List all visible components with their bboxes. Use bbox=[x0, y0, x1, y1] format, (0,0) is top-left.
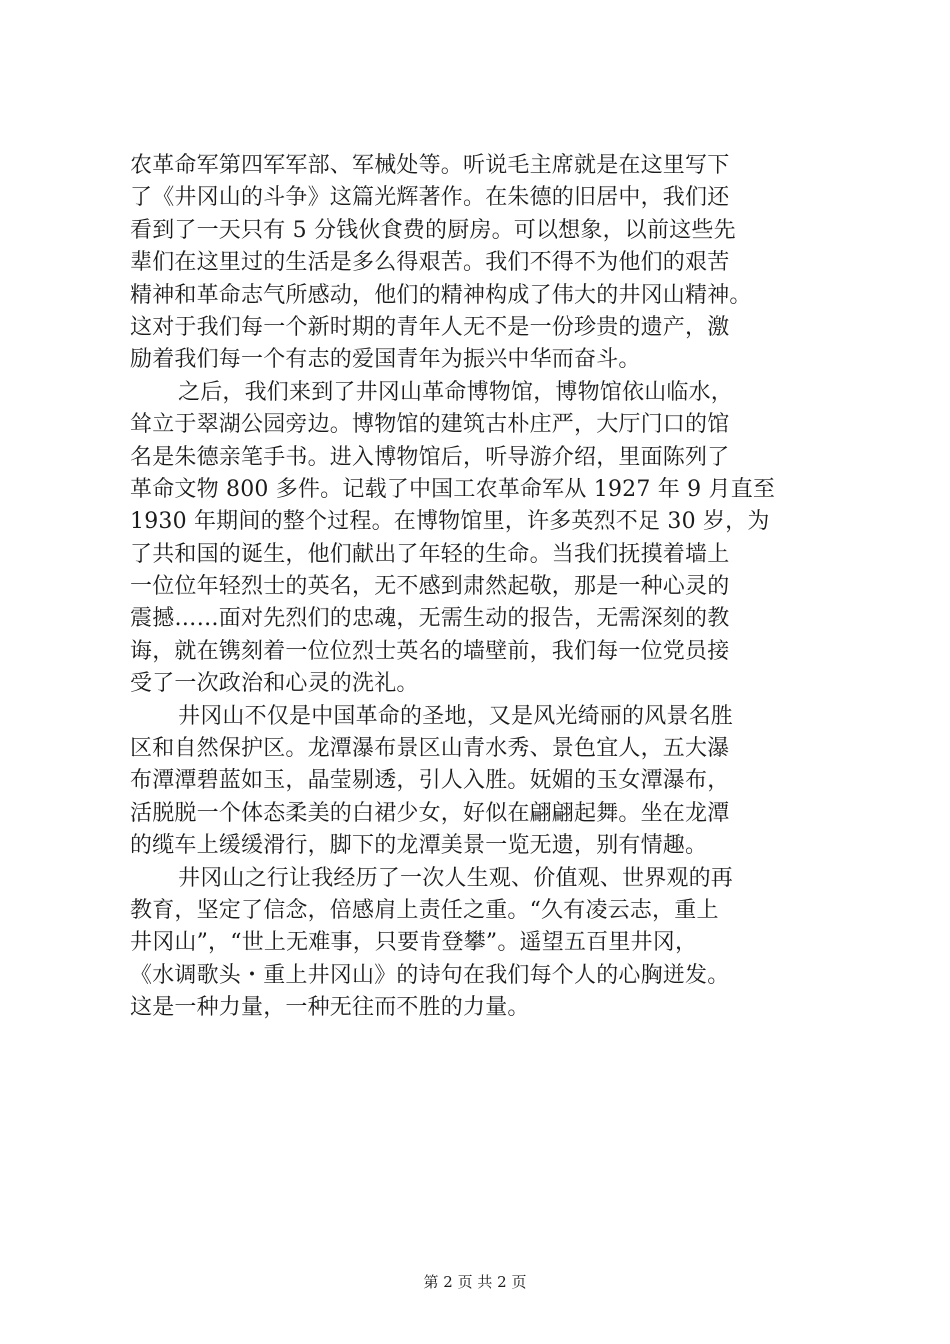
document-body bbox=[130, 150, 860, 1025]
text-line: 看到了一天只有 5 分钱伙食费的厨房。可以想象，以前这些先 bbox=[130, 217, 736, 243]
text-line: 震撼……面对先烈们的忠魂，无需生动的报告，无需深刻的教 bbox=[130, 606, 730, 632]
text-line: 农革命军第四军军部、军械处等。听说毛主席就是在这里写下 bbox=[130, 153, 730, 178]
text-line: 辈们在这里过的生活是多么得艰苦。我们不得不为他们的艰苦 bbox=[130, 250, 730, 276]
text-line: 这对于我们每一个新时期的青年人无不是一份珍贵的遗产，激 bbox=[130, 314, 730, 340]
text-line: 活脱脱一个体态柔美的白裙少女，好似在翩翩起舞。坐在龙潭 bbox=[130, 800, 730, 826]
text-line: 了《井冈山的斗争》这篇光辉著作。在朱德的旧居中，我们还 bbox=[130, 185, 730, 211]
text-line: 布潭潭碧蓝如玉，晶莹剔透，引人入胜。妩媚的玉女潭瀑布， bbox=[130, 768, 730, 794]
text-line: 耸立于翠湖公园旁边。博物馆的建筑古朴庄严，大厅门口的馆 bbox=[130, 412, 730, 438]
text-line: 一位位年轻烈士的英名，无不感到肃然起敬，那是一种心灵的 bbox=[130, 574, 730, 600]
text-line: 受了一次政治和心灵的洗礼。 bbox=[130, 671, 419, 697]
text-line: 1930 年期间的整个过程。在博物馆里，许多英烈不足 30 岁，为 bbox=[130, 509, 770, 535]
text-line: 这是一种力量，一种无往而不胜的力量。 bbox=[130, 995, 530, 1021]
text-line: 了共和国的诞生，他们献出了年轻的生命。当我们抚摸着墙上 bbox=[130, 541, 730, 567]
text-line: 教育，坚定了信念，倍感肩上责任之重。“久有凌云志，重上 bbox=[130, 897, 719, 923]
paragraph-first-line: 井冈山不仅是中国革命的圣地，又是风光绮丽的风景名胜 bbox=[178, 703, 734, 729]
text-line: 《水调歌头・重上井冈山》的诗句在我们每个人的心胸迸发。 bbox=[130, 962, 730, 988]
text-line: 精神和革命志气所感动，他们的精神构成了伟大的井冈山精神。 bbox=[130, 282, 752, 308]
text-line: 区和自然保护区。龙潭瀑布景区山青水秀、景色宜人，五大瀑 bbox=[130, 736, 730, 762]
page-footer: 第 2 页 共 2 页 bbox=[423, 1273, 527, 1291]
text-line: 井冈山”，“世上无难事，只要肯登攀”。遥望五百里井冈， bbox=[130, 930, 698, 956]
paragraph-first-line: 之后，我们来到了井冈山革命博物馆，博物馆依山临水， bbox=[178, 379, 734, 405]
text-line: 革命文物 800 多件。记载了中国工农革命军从 1927 年 9 月直至 bbox=[130, 476, 776, 502]
text-line: 励着我们每一个有志的爱国青年为振兴中华而奋斗。 bbox=[130, 347, 641, 373]
text-line: 诲，就在镌刻着一位位烈士英名的墙壁前，我们每一位党员接 bbox=[130, 638, 730, 664]
text-line: 的缆车上缓缓滑行，脚下的龙潭美景一览无遗，别有情趣。 bbox=[130, 833, 708, 859]
text-line: 名是朱德亲笔手书。进入博物馆后，听导游介绍，里面陈列了 bbox=[130, 444, 730, 470]
paragraph-first-line: 井冈山之行让我经历了一次人生观、价值观、世界观的再 bbox=[178, 865, 734, 891]
